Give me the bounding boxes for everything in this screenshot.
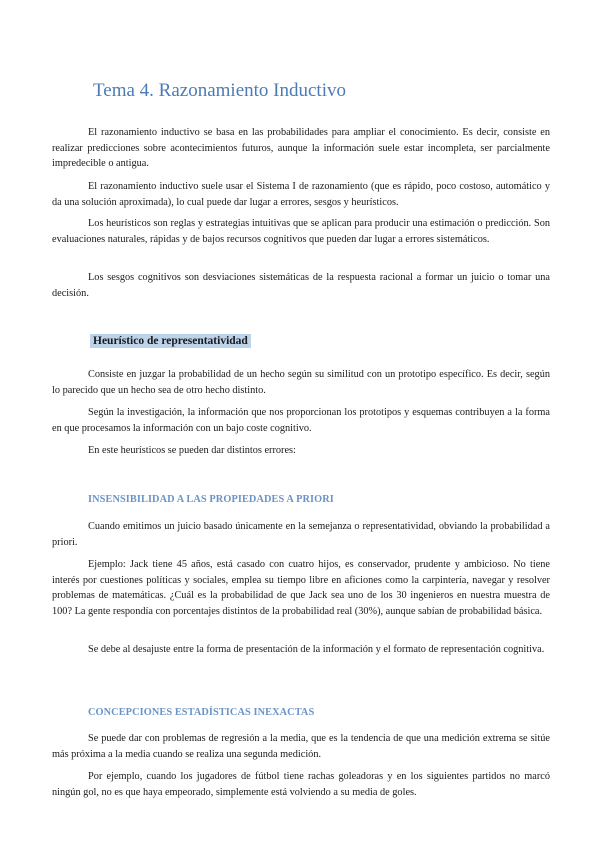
- intro-paragraph: Los heurísticos son reglas y estrategias intuitivas que se aplican para producir una estimación o predicción. Son evaluaciones naturales, rápidas y de bajos recursos cognitivos que pueden dar lugar a errores sistemáticos.: [52, 218, 550, 245]
- section1-paragraph: Ejemplo: Jack tiene 45 años, está casado con cuatro hijos, es conservador, prudente y ambicioso. No tiene interés por cuestiones políticas y sociales, emplea su tiempo libre en aficiones como la carpintería, navegar y resolver problemas de matemáticas. ¿Cuál es la probabilidad de que Jack sea uno de los 30 ingenieros en nuestra muestra de 100? La gente respondía con porcentajes distintos de la probabilidad real (30%), aunque sabían de probabilidad básica.: [52, 559, 550, 617]
- section2-paragraph: Se puede dar con problemas de regresión a la media, que es la tendencia de que una medición extrema se sitúe más próxima a la media cuando se realiza una segunda medición.: [52, 733, 550, 760]
- section-heading-a-priori: INSENSIBILIDAD A LAS PROPIEDADES A PRIORI: [88, 494, 334, 505]
- heuristic-paragraph: Consiste en juzgar la probabilidad de un hecho según su similitud con un prototipo específico. Es decir, según lo parecido que un hecho sea de otro hecho distinto.: [52, 369, 550, 396]
- heuristic-paragraph: Según la investigación, la información que nos proporcionan los prototipos y esquemas contribuyen a la forma en que procesamos la información con un bajo coste cognitivo.: [52, 407, 550, 434]
- intro-paragraph: El razonamiento inductivo suele usar el Sistema I de razonamiento (que es rápido, poco costoso, automático y da una solución aproximada), lo cual puede dar lugar a errores, sesgos y heurísticos.: [52, 181, 550, 208]
- section2-paragraph: Por ejemplo, cuando los jugadores de fútbol tiene rachas goleadoras y en los siguientes partidos no marcó ningún gol, no es que haya empeorado, simplemente está volviendo a su media de goles.: [52, 771, 550, 798]
- intro-paragraph: Los sesgos cognitivos son desviaciones sistemáticas de la respuesta racional a formar un juicio o tomar una decisión.: [52, 272, 550, 299]
- intro-paragraph: El razonamiento inductivo se basa en las probabilidades para ampliar el conocimiento. Es decir, consiste en realizar predicciones sobre acontecimientos futuros, aunque la información suele estar incompleta, ser parcialmente impredecible o antigua.: [52, 127, 550, 170]
- section1-paragraph: Cuando emitimos un juicio basado únicamente en la semejanza o representatividad, obviando la probabilidad a priori.: [52, 521, 550, 548]
- section-heading-statistics: CONCEPCIONES ESTADÍSTICAS INEXACTAS: [88, 707, 315, 718]
- heuristic-heading: Heurístico de representatividad: [90, 334, 251, 348]
- page-title: Tema 4. Razonamiento Inductivo: [93, 80, 346, 101]
- heuristic-paragraph: En este heurísticos se pueden dar distintos errores:: [88, 445, 296, 456]
- section1-paragraph: Se debe al desajuste entre la forma de presentación de la información y el formato de representación cognitiva.: [88, 644, 545, 655]
